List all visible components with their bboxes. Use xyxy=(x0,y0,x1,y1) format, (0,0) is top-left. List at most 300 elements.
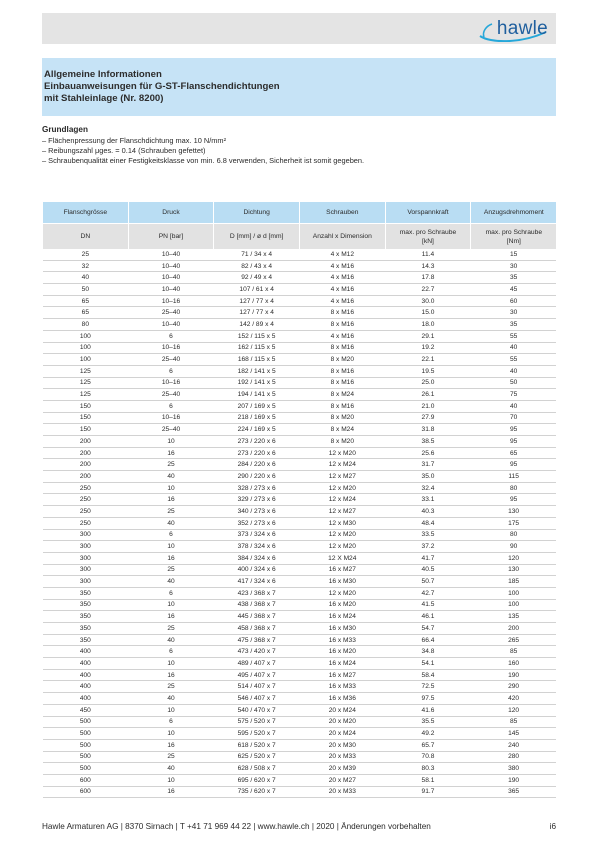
table-cell: 514 / 407 x 7 xyxy=(214,681,300,693)
table-cell: 82 / 43 x 4 xyxy=(214,260,300,272)
table-cell: 16 x M30 xyxy=(299,576,385,588)
table-cell: 8 x M16 xyxy=(299,400,385,412)
table-row xyxy=(43,249,557,260)
table-cell: 16 xyxy=(128,786,214,798)
table-cell: 70.8 xyxy=(385,751,471,763)
table-cell: 190 xyxy=(471,774,557,786)
table-cell: 92 / 49 x 4 xyxy=(214,272,300,284)
basics-line: – Flächenpressung der Flanschdichtung max. 10 N/mm² xyxy=(42,136,227,145)
table-cell: 8 x M20 xyxy=(299,354,385,366)
table-cell: 40.5 xyxy=(385,564,471,576)
table-cell: 240 xyxy=(471,739,557,751)
table-cell: 19.5 xyxy=(385,365,471,377)
table-cell: 8 x M24 xyxy=(299,424,385,436)
table-cell: 400 / 324 x 6 xyxy=(214,564,300,576)
table-cell: 10 xyxy=(128,482,214,494)
table-cell: 218 / 169 x 5 xyxy=(214,412,300,424)
table-cell: 72.5 xyxy=(385,681,471,693)
table-cell: 6 xyxy=(128,716,214,728)
table-cell: 145 xyxy=(471,728,557,740)
table-cell: 150 xyxy=(43,412,129,424)
table-cell: 15 xyxy=(471,249,557,260)
table-cell: 10–16 xyxy=(128,295,214,307)
table-cell: 10 xyxy=(128,658,214,670)
table-cell: 20 x M24 xyxy=(299,728,385,740)
page-number: i6 xyxy=(549,822,556,831)
table-cell: 500 xyxy=(43,763,129,775)
table-cell: 10–16 xyxy=(128,342,214,354)
table-cell: 60 xyxy=(471,295,557,307)
table-cell: 328 / 273 x 6 xyxy=(214,482,300,494)
table-cell: 168 / 115 x 5 xyxy=(214,354,300,366)
table-cell: 250 xyxy=(43,517,129,529)
table-cell: 40 xyxy=(471,400,557,412)
table-cell: 6 xyxy=(128,587,214,599)
table-cell: 200 xyxy=(43,459,129,471)
table-cell: 200 xyxy=(43,447,129,459)
page-footer xyxy=(42,822,556,831)
table-cell: 100 xyxy=(43,354,129,366)
table-row xyxy=(43,552,557,564)
footer-text: Hawle Armaturen AG | 8370 Sirnach | T +41 71 969 44 22 | www.hawle.ch | 2020 | Änderungen vorbehalten xyxy=(42,822,431,831)
table-cell: 95 xyxy=(471,459,557,471)
table-cell: 100 xyxy=(471,587,557,599)
gasket-spec-table xyxy=(42,202,556,798)
basics-line: – Reibungszahl μges. = 0.14 (Schrauben gefettet) xyxy=(42,146,206,155)
table-cell: 350 xyxy=(43,623,129,635)
table-cell: 48.4 xyxy=(385,517,471,529)
table-cell: 66.4 xyxy=(385,634,471,646)
table-cell: 152 / 115 x 5 xyxy=(214,330,300,342)
table-cell: 250 xyxy=(43,482,129,494)
table-cell: 6 xyxy=(128,529,214,541)
table-row xyxy=(43,529,557,541)
table-cell: 300 xyxy=(43,552,129,564)
header-bar xyxy=(42,13,556,44)
column-header: Schrauben xyxy=(299,202,385,224)
table-cell: 33.1 xyxy=(385,494,471,506)
column-subheader: D [mm] / ø d [mm] xyxy=(214,224,300,250)
table-cell: 8 x M16 xyxy=(299,365,385,377)
table-cell: 25 xyxy=(128,506,214,518)
table-cell: 500 xyxy=(43,739,129,751)
table-cell: 10 xyxy=(128,541,214,553)
title-box xyxy=(42,58,556,116)
table-row xyxy=(43,541,557,553)
basics-heading: Grundlagen xyxy=(42,125,88,134)
table-row xyxy=(43,307,557,319)
table-cell: 445 / 368 x 7 xyxy=(214,611,300,623)
table-cell: 265 xyxy=(471,634,557,646)
table-cell: 192 / 141 x 5 xyxy=(214,377,300,389)
table-row xyxy=(43,436,557,448)
column-header: Flanschgrösse xyxy=(43,202,129,224)
table-cell: 127 / 77 x 4 xyxy=(214,307,300,319)
table-cell: 16 xyxy=(128,611,214,623)
column-subheader: Anzahl x Dimension xyxy=(299,224,385,250)
table-row xyxy=(43,646,557,658)
table-cell: 125 xyxy=(43,365,129,377)
table-cell: 10 xyxy=(128,774,214,786)
table-cell: 10 xyxy=(128,436,214,448)
table-body xyxy=(43,249,557,798)
table-row xyxy=(43,272,557,284)
table-cell: 16 x M24 xyxy=(299,658,385,670)
table-cell: 16 x M33 xyxy=(299,681,385,693)
table-cell: 25 xyxy=(128,459,214,471)
table-cell: 150 xyxy=(43,400,129,412)
table-cell: 400 xyxy=(43,646,129,658)
table-cell: 489 / 407 x 7 xyxy=(214,658,300,670)
table-cell: 273 / 220 x 6 xyxy=(214,436,300,448)
table-cell: 91.7 xyxy=(385,786,471,798)
table-cell: 27.9 xyxy=(385,412,471,424)
brand-name: hawle xyxy=(496,18,548,39)
table-row xyxy=(43,576,557,588)
table-cell: 10 xyxy=(128,704,214,716)
table-cell: 540 / 470 x 7 xyxy=(214,704,300,716)
table-cell: 12 X M24 xyxy=(299,552,385,564)
table-cell: 400 xyxy=(43,681,129,693)
table-cell: 400 xyxy=(43,658,129,670)
table-cell: 22.7 xyxy=(385,284,471,296)
table-row xyxy=(43,693,557,705)
table-cell: 735 / 620 x 7 xyxy=(214,786,300,798)
table-cell: 142 / 89 x 4 xyxy=(214,319,300,331)
table-cell: 458 / 368 x 7 xyxy=(214,623,300,635)
table-row xyxy=(43,506,557,518)
table-row xyxy=(43,342,557,354)
basics-section xyxy=(42,125,556,166)
table-cell: 85 xyxy=(471,646,557,658)
table-cell: 25 xyxy=(43,249,129,260)
table-cell: 25 xyxy=(128,564,214,576)
table-cell: 500 xyxy=(43,728,129,740)
table-cell: 6 xyxy=(128,646,214,658)
table-cell: 10 xyxy=(128,728,214,740)
table-cell: 420 xyxy=(471,693,557,705)
column-subheader: PN [bar] xyxy=(128,224,214,250)
table-cell: 300 xyxy=(43,564,129,576)
table-cell: 4 x M16 xyxy=(299,284,385,296)
table-cell: 95 xyxy=(471,436,557,448)
table-cell: 25–40 xyxy=(128,424,214,436)
table-cell: 350 xyxy=(43,611,129,623)
table-cell: 40 xyxy=(128,471,214,483)
table-cell: 350 xyxy=(43,599,129,611)
table-cell: 16 xyxy=(128,494,214,506)
table-cell: 12 x M20 xyxy=(299,529,385,541)
table-cell: 160 xyxy=(471,658,557,670)
table-cell: 224 / 169 x 5 xyxy=(214,424,300,436)
table-cell: 290 / 220 x 6 xyxy=(214,471,300,483)
table-cell: 16 x M20 xyxy=(299,599,385,611)
table-cell: 58.4 xyxy=(385,669,471,681)
table-cell: 4 x M16 xyxy=(299,330,385,342)
table-cell: 10–16 xyxy=(128,412,214,424)
table-cell: 20 x M33 xyxy=(299,751,385,763)
column-header: Anzugsdrehmoment xyxy=(471,202,557,224)
table-cell: 19.2 xyxy=(385,342,471,354)
table-cell: 20 x M39 xyxy=(299,763,385,775)
column-header: Druck xyxy=(128,202,214,224)
table-cell: 58.1 xyxy=(385,774,471,786)
table-cell: 200 xyxy=(43,471,129,483)
table-row xyxy=(43,319,557,331)
table-cell: 12 x M20 xyxy=(299,541,385,553)
table-cell: 54.7 xyxy=(385,623,471,635)
table-cell: 80 xyxy=(471,482,557,494)
table-cell: 20 x M27 xyxy=(299,774,385,786)
table-cell: 450 xyxy=(43,704,129,716)
table-cell: 25.6 xyxy=(385,447,471,459)
table-cell: 100 xyxy=(43,330,129,342)
table-cell: 16 xyxy=(128,739,214,751)
table-cell: 21.0 xyxy=(385,400,471,412)
table-cell: 190 xyxy=(471,669,557,681)
table-cell: 65 xyxy=(471,447,557,459)
table-cell: 29.1 xyxy=(385,330,471,342)
table-cell: 600 xyxy=(43,786,129,798)
table-cell: 25 xyxy=(128,623,214,635)
table-cell: 41.6 xyxy=(385,704,471,716)
table-row xyxy=(43,400,557,412)
table-row xyxy=(43,751,557,763)
table-cell: 473 / 420 x 7 xyxy=(214,646,300,658)
table-cell: 625 / 520 x 7 xyxy=(214,751,300,763)
table-cell: 400 xyxy=(43,669,129,681)
table-cell: 16 xyxy=(128,669,214,681)
table-cell: 16 x M24 xyxy=(299,611,385,623)
table-cell: 350 xyxy=(43,634,129,646)
table-row xyxy=(43,389,557,401)
table-cell: 40 xyxy=(128,693,214,705)
table-cell: 250 xyxy=(43,506,129,518)
table-row xyxy=(43,424,557,436)
table-cell: 380 xyxy=(471,763,557,775)
table-cell: 12 x M20 xyxy=(299,447,385,459)
table-row xyxy=(43,459,557,471)
table-cell: 350 xyxy=(43,587,129,599)
table-cell: 25–40 xyxy=(128,354,214,366)
table-cell: 70 xyxy=(471,412,557,424)
table-row xyxy=(43,774,557,786)
table-cell: 8 x M16 xyxy=(299,307,385,319)
table-row xyxy=(43,669,557,681)
table-cell: 12 x M27 xyxy=(299,471,385,483)
table-cell: 6 xyxy=(128,365,214,377)
table-cell: 290 xyxy=(471,681,557,693)
table-row xyxy=(43,447,557,459)
table-cell: 25.0 xyxy=(385,377,471,389)
table-cell: 10–40 xyxy=(128,284,214,296)
table-cell: 49.2 xyxy=(385,728,471,740)
table-cell: 55 xyxy=(471,330,557,342)
table-row xyxy=(43,564,557,576)
table-cell: 384 / 324 x 6 xyxy=(214,552,300,564)
table-cell: 4 x M12 xyxy=(299,249,385,260)
table-row xyxy=(43,354,557,366)
table-cell: 16 x M36 xyxy=(299,693,385,705)
table-cell: 30 xyxy=(471,307,557,319)
table-cell: 40 xyxy=(128,763,214,775)
table-cell: 8 x M16 xyxy=(299,342,385,354)
table-cell: 6 xyxy=(128,330,214,342)
table-header-row xyxy=(43,202,557,224)
table-cell: 35 xyxy=(471,272,557,284)
table-cell: 495 / 407 x 7 xyxy=(214,669,300,681)
table-cell: 4 x M16 xyxy=(299,295,385,307)
table-cell: 107 / 61 x 4 xyxy=(214,284,300,296)
table-cell: 20 x M33 xyxy=(299,786,385,798)
table-cell: 35.5 xyxy=(385,716,471,728)
table-row xyxy=(43,634,557,646)
table-cell: 127 / 77 x 4 xyxy=(214,295,300,307)
table-cell: 16 xyxy=(128,447,214,459)
table-cell: 8 x M16 xyxy=(299,319,385,331)
table-cell: 618 / 520 x 7 xyxy=(214,739,300,751)
table-cell: 125 xyxy=(43,389,129,401)
table-cell: 16 x M27 xyxy=(299,669,385,681)
table-cell: 90 xyxy=(471,541,557,553)
title-line-1: Allgemeine Informationen xyxy=(44,69,162,80)
table-cell: 284 / 220 x 6 xyxy=(214,459,300,471)
table-row xyxy=(43,260,557,272)
table-cell: 12 x M20 xyxy=(299,587,385,599)
table-cell: 31.8 xyxy=(385,424,471,436)
table-cell: 100 xyxy=(43,342,129,354)
table-cell: 40 xyxy=(128,517,214,529)
column-subheader: DN xyxy=(43,224,129,250)
table-cell: 10–40 xyxy=(128,260,214,272)
table-row xyxy=(43,284,557,296)
table-cell: 365 xyxy=(471,786,557,798)
table-cell: 352 / 273 x 6 xyxy=(214,517,300,529)
table-cell: 95 xyxy=(471,494,557,506)
table-cell: 46.1 xyxy=(385,611,471,623)
table-cell: 12 x M24 xyxy=(299,459,385,471)
table-cell: 273 / 220 x 6 xyxy=(214,447,300,459)
table-cell: 80.3 xyxy=(385,763,471,775)
table-cell: 26.1 xyxy=(385,389,471,401)
table-cell: 340 / 273 x 6 xyxy=(214,506,300,518)
table-row xyxy=(43,412,557,424)
table-cell: 300 xyxy=(43,576,129,588)
table-cell: 18.0 xyxy=(385,319,471,331)
table-cell: 595 / 520 x 7 xyxy=(214,728,300,740)
table-cell: 500 xyxy=(43,716,129,728)
table-cell: 71 / 34 x 4 xyxy=(214,249,300,260)
table-row xyxy=(43,295,557,307)
table-row xyxy=(43,482,557,494)
table-row xyxy=(43,330,557,342)
table-cell: 500 xyxy=(43,751,129,763)
table-cell: 20 x M20 xyxy=(299,716,385,728)
table-cell: 16 xyxy=(128,552,214,564)
table-cell: 35.0 xyxy=(385,471,471,483)
table-row xyxy=(43,471,557,483)
table-cell: 50 xyxy=(471,377,557,389)
table-cell: 475 / 368 x 7 xyxy=(214,634,300,646)
table-cell: 400 xyxy=(43,693,129,705)
table-cell: 12 x M27 xyxy=(299,506,385,518)
table-cell: 40 xyxy=(128,634,214,646)
table-cell: 16 x M20 xyxy=(299,646,385,658)
table-cell: 417 / 324 x 6 xyxy=(214,576,300,588)
table-row xyxy=(43,739,557,751)
title-line-2: Einbauanweisungen für G-ST-Flanschendichtungen xyxy=(44,81,280,92)
table-cell: 575 / 520 x 7 xyxy=(214,716,300,728)
table-cell: 85 xyxy=(471,716,557,728)
table-subheader-row xyxy=(43,224,557,250)
table-row xyxy=(43,681,557,693)
table-row xyxy=(43,623,557,635)
table-row xyxy=(43,365,557,377)
table-row xyxy=(43,704,557,716)
table-cell: 12 x M24 xyxy=(299,494,385,506)
table-cell: 8 x M20 xyxy=(299,412,385,424)
table-row xyxy=(43,728,557,740)
table-cell: 50.7 xyxy=(385,576,471,588)
table-cell: 162 / 115 x 5 xyxy=(214,342,300,354)
table-cell: 280 xyxy=(471,751,557,763)
table-cell: 65.7 xyxy=(385,739,471,751)
table-cell: 200 xyxy=(43,436,129,448)
table-cell: 200 xyxy=(471,623,557,635)
table-cell: 65 xyxy=(43,295,129,307)
table-cell: 16 x M33 xyxy=(299,634,385,646)
table-row xyxy=(43,716,557,728)
table-cell: 40 xyxy=(128,576,214,588)
table-cell: 95 xyxy=(471,424,557,436)
table-cell: 125 xyxy=(43,377,129,389)
table-cell: 130 xyxy=(471,506,557,518)
hawle-logo xyxy=(476,16,550,42)
table-cell: 628 / 508 x 7 xyxy=(214,763,300,775)
table-cell: 6 xyxy=(128,400,214,412)
table-cell: 35 xyxy=(471,319,557,331)
table-cell: 32.4 xyxy=(385,482,471,494)
table-cell: 438 / 368 x 7 xyxy=(214,599,300,611)
table-cell: 175 xyxy=(471,517,557,529)
table-row xyxy=(43,377,557,389)
table-cell: 16 x M30 xyxy=(299,623,385,635)
column-subheader: max. pro Schraube [Nm] xyxy=(471,224,557,250)
table-cell: 600 xyxy=(43,774,129,786)
table-cell: 100 xyxy=(471,599,557,611)
table-cell: 40 xyxy=(471,342,557,354)
table-cell: 546 / 407 x 7 xyxy=(214,693,300,705)
table-cell: 17.8 xyxy=(385,272,471,284)
table-cell: 329 / 273 x 6 xyxy=(214,494,300,506)
column-header: Dichtung xyxy=(214,202,300,224)
table-cell: 695 / 620 x 7 xyxy=(214,774,300,786)
table-cell: 300 xyxy=(43,541,129,553)
table-row xyxy=(43,611,557,623)
table-cell: 41.7 xyxy=(385,552,471,564)
table-cell: 194 / 141 x 5 xyxy=(214,389,300,401)
table-row xyxy=(43,587,557,599)
table-cell: 54.1 xyxy=(385,658,471,670)
table-cell: 120 xyxy=(471,704,557,716)
table-cell: 4 x M16 xyxy=(299,272,385,284)
table-cell: 20 x M24 xyxy=(299,704,385,716)
table-cell: 50 xyxy=(43,284,129,296)
table-cell: 10–40 xyxy=(128,249,214,260)
table-row xyxy=(43,599,557,611)
table-cell: 8 x M16 xyxy=(299,377,385,389)
basics-line: – Schraubenqualität einer Festigkeitsklasse von min. 6.8 verwenden, Sicherheit ist somit gegeben. xyxy=(42,156,365,165)
